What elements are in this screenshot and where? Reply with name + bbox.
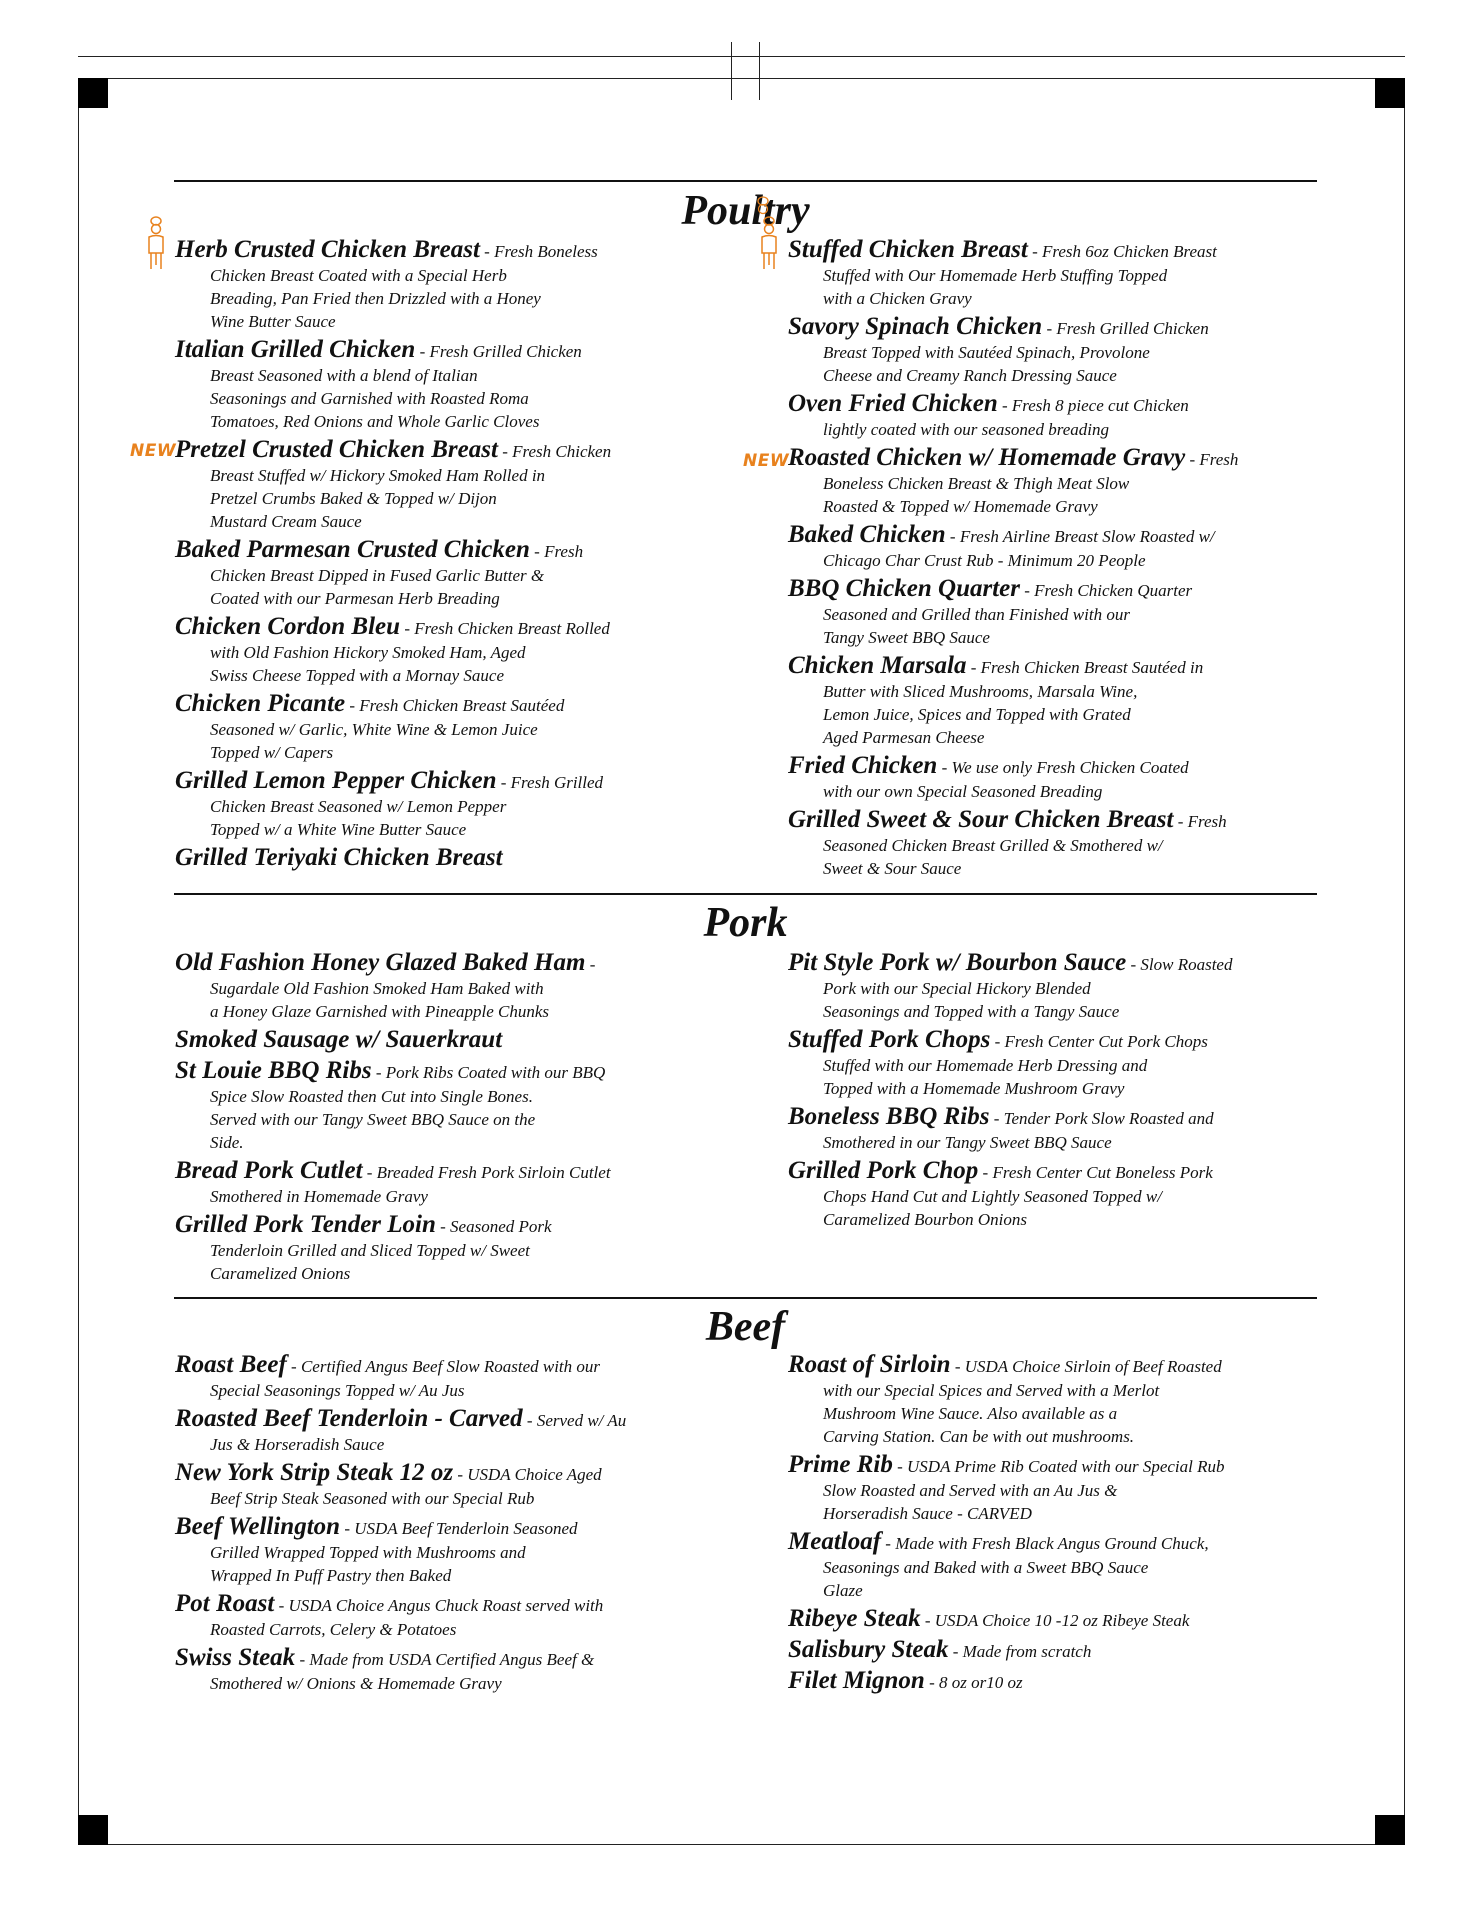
menu-item-name: Swiss Steak (175, 1644, 296, 1671)
menu-item (788, 1530, 1308, 1602)
menu-item-name: Beef Wellington (175, 1513, 341, 1540)
top-rule (78, 56, 1405, 57)
section-rule (174, 1297, 1317, 1299)
menu-item (175, 1159, 695, 1208)
menu-item-description-line: Butter with Sliced Mushrooms, Marsala Wine, (823, 682, 1138, 701)
menu-item-name: Pit Style Pork w/ Bourbon Sauce (788, 949, 1127, 976)
menu-item-heading (788, 1530, 1308, 1556)
menu-item-heading (175, 238, 695, 264)
menu-item-name: Smoked Sausage w/ Sauerkraut (175, 1026, 503, 1053)
menu-item-description: - We use only Fresh Chicken Coated (937, 758, 1189, 777)
menu-item-name: Herb Crusted Chicken Breast (175, 236, 480, 263)
menu-item-description-line: Topped w/ Capers (210, 743, 334, 762)
menu-item-description: - USDA Choice Sirloin of Beef Roasted (950, 1357, 1222, 1376)
menu-item (175, 1461, 695, 1510)
pork-right-column (788, 951, 1308, 1236)
menu-item-description-line: Chicken Breast Seasoned w/ Lemon Pepper (210, 797, 507, 816)
menu-item-name: Roast of Sirloin (788, 1351, 951, 1378)
menu-item-description-line: Chicken Breast Dipped in Fused Garlic Butter & (210, 566, 545, 585)
menu-item-description-line: Cheese and Creamy Ranch Dressing Sauce (823, 366, 1117, 385)
menu-item-heading (788, 446, 1308, 472)
menu-item-description: - Fresh (1185, 450, 1239, 469)
menu-item-description: - Fresh Chicken (497, 442, 612, 461)
menu-item-description: - Fresh Chicken Breast Rolled (400, 619, 610, 638)
section-rule (174, 180, 1317, 182)
corner-mark (1375, 1815, 1405, 1845)
menu-item-name: Salisbury Steak (788, 1636, 949, 1663)
menu-item (788, 1159, 1308, 1231)
menu-item-name: Pretzel Crusted Chicken Breast (175, 436, 498, 463)
menu-item-heading (175, 1028, 695, 1054)
menu-item-description: - Certified Angus Beef Slow Roasted with our (286, 1357, 601, 1376)
menu-item-description-line: Grilled Wrapped Topped with Mushrooms and (210, 1543, 526, 1562)
menu-item (788, 577, 1308, 649)
menu-item (788, 1105, 1308, 1154)
section-title-poultry: Poultry (681, 188, 810, 234)
menu-item-heading (788, 1453, 1308, 1479)
menu-item (175, 769, 695, 841)
menu-item-description: - USDA Prime Rib Coated with our Special Rub (892, 1457, 1225, 1476)
menu-item-description-line: Pork with our Special Hickory Blended (823, 979, 1091, 998)
menu-item (175, 1592, 695, 1641)
menu-item-name: Ribeye Steak (788, 1605, 921, 1632)
menu-item-description-line: Caramelized Onions (210, 1264, 351, 1283)
menu-item (788, 1028, 1308, 1100)
menu-item-description: - Fresh Airline Breast Slow Roasted w/ (945, 527, 1215, 546)
menu-item-description: - Fresh Chicken Breast Sautéed in (966, 658, 1204, 677)
menu-item-heading (175, 615, 695, 641)
menu-item-description: - Fresh 8 piece cut Chicken (997, 396, 1189, 415)
menu-item-description-line: Chops Hand Cut and Lightly Seasoned Topped w/ (823, 1187, 1162, 1206)
menu-item (175, 615, 695, 687)
menu-item (175, 1028, 695, 1054)
menu-item (788, 1607, 1308, 1633)
menu-item-description: - Breaded Fresh Pork Sirloin Cutlet (362, 1163, 611, 1182)
menu-item-description: - Fresh Grilled Chicken (415, 342, 582, 361)
menu-item-name: Meatloaf (788, 1528, 882, 1555)
menu-item (175, 238, 695, 333)
menu-item-description: - Seasoned Pork (435, 1217, 552, 1236)
menu-item-name: Roasted Chicken w/ Homemade Gravy (788, 444, 1186, 471)
poultry-right-column (788, 238, 1308, 885)
beef-right-column (788, 1353, 1308, 1700)
menu-item (788, 392, 1308, 441)
menu-item (175, 692, 695, 764)
menu-item-heading (788, 523, 1308, 549)
menu-item (788, 951, 1308, 1023)
menu-item-name: Grilled Teriyaki Chicken Breast (175, 844, 503, 871)
menu-item-name: Filet Mignon (788, 1667, 925, 1694)
menu-item (175, 1646, 695, 1695)
menu-item-name: Old Fashion Honey Glazed Baked Ham (175, 949, 586, 976)
section-rule (174, 893, 1317, 895)
menu-item-description: - Tender Pork Slow Roasted and (989, 1109, 1214, 1128)
corner-mark (1375, 78, 1405, 108)
menu-item-description: - Fresh (529, 542, 584, 561)
menu-item-description-line: with our own Special Seasoned Breading (823, 782, 1103, 801)
menu-item-description: - Slow Roasted (1126, 955, 1233, 974)
pork-left-column (175, 951, 695, 1290)
new-badge-icon: NEW (743, 451, 790, 471)
corner-mark (78, 78, 108, 108)
menu-item-heading (175, 846, 695, 872)
menu-item-description-line: Seasonings and Topped with a Tangy Sauce (823, 1002, 1120, 1021)
menu-item-name: Roasted Beef Tenderloin - Carved (175, 1405, 523, 1432)
menu-item (175, 538, 695, 610)
menu-item-heading (175, 1592, 695, 1618)
menu-item (175, 438, 695, 533)
menu-item-description: - Fresh Center Cut Pork Chops (990, 1032, 1208, 1051)
menu-item-description-line: a Honey Glaze Garnished with Pineapple Chunks (210, 1002, 550, 1021)
menu-item-description-line: Served with our Tangy Sweet BBQ Sauce on the (210, 1110, 536, 1129)
menu-item-description-line: Seasoned and Grilled than Finished with our (823, 605, 1130, 624)
menu-item-heading (175, 951, 695, 977)
poultry-left-column (175, 238, 695, 877)
menu-item-description-line: Horseradish Sauce - CARVED (823, 1504, 1032, 1523)
section-title-beef: Beef (705, 1304, 786, 1350)
menu-item-description-line: Coated with our Parmesan Herb Breading (210, 589, 500, 608)
menu-item (788, 1638, 1308, 1664)
menu-item-description-line: Swiss Cheese Topped with a Mornay Sauce (210, 666, 505, 685)
menu-item-heading (175, 1353, 695, 1379)
menu-item-description-line: Seasonings and Baked with a Sweet BBQ Sauce (823, 1558, 1149, 1577)
menu-item-name: Pot Roast (175, 1590, 275, 1617)
menu-item-description-line: Side. (210, 1133, 244, 1152)
menu-item-description: - Fresh Center Cut Boneless Pork (978, 1163, 1213, 1182)
menu-item-heading (788, 808, 1308, 834)
menu-item-description: - USDA Beef Tenderloin Seasoned (340, 1519, 578, 1538)
menu-item (175, 846, 695, 872)
menu-item-description-line: Jus & Horseradish Sauce (210, 1435, 385, 1454)
menu-item-description-line: Mushroom Wine Sauce. Also available as a (823, 1404, 1118, 1423)
new-badge-icon: NEW (130, 441, 177, 461)
menu-item-name: Oven Fried Chicken (788, 390, 998, 417)
menu-item-heading (788, 1105, 1308, 1131)
menu-item-description-line: Wrapped In Puff Pastry then Baked (210, 1566, 452, 1585)
menu-item-name: Grilled Sweet & Sour Chicken Breast (788, 806, 1174, 833)
menu-item-description: - Fresh Boneless (479, 242, 598, 261)
menu-item-description-line: Chicken Breast Coated with a Special Herb (210, 266, 507, 285)
menu-item-description-line: Stuffed with Our Homemade Herb Stuffing Topped (823, 266, 1168, 285)
chef-icon (750, 195, 776, 251)
menu-item-heading (175, 338, 695, 364)
menu-item-heading (788, 654, 1308, 680)
menu-item-name: Savory Spinach Chicken (788, 313, 1043, 340)
menu-item-description: - USDA Choice Aged (453, 1465, 602, 1484)
menu-item-description-line: Roasted & Topped w/ Homemade Gravy (823, 497, 1098, 516)
menu-item-description-line: Aged Parmesan Cheese (823, 728, 985, 747)
menu-item-description-line: Seasoned Chicken Breast Grilled & Smothered w/ (823, 836, 1163, 855)
menu-item-description-line: with a Chicken Gravy (823, 289, 972, 308)
menu-item-name: Stuffed Pork Chops (788, 1026, 991, 1053)
menu-item-description-line: Breast Seasoned with a blend of Italian (210, 366, 478, 385)
menu-item-heading (788, 951, 1308, 977)
menu-item-name: New York Strip Steak 12 oz (175, 1459, 454, 1486)
menu-item-heading (175, 1059, 695, 1085)
menu-item-description-line: Pretzel Crumbs Baked & Topped w/ Dijon (210, 489, 497, 508)
menu-item-description: - Fresh Chicken Breast Sautéed (345, 696, 565, 715)
corner-mark (78, 1815, 108, 1845)
menu-item-description-line: Mustard Cream Sauce (210, 512, 362, 531)
menu-item-name: Baked Chicken (788, 521, 946, 548)
menu-item-description-line: lightly coated with our seasoned breading (823, 420, 1109, 439)
menu-item-heading (175, 538, 695, 564)
menu-item-heading (788, 1638, 1308, 1664)
menu-item-heading (788, 1607, 1308, 1633)
menu-item-description-line: Lemon Juice, Spices and Topped with Grated (823, 705, 1131, 724)
menu-item (788, 1453, 1308, 1525)
menu-item (788, 238, 1308, 310)
menu-item-description-line: Chicago Char Crust Rub - Minimum 20 People (823, 551, 1146, 570)
menu-item-name: Stuffed Chicken Breast (788, 236, 1028, 263)
menu-item-description-line: Tenderloin Grilled and Sliced Topped w/ Sweet (210, 1241, 530, 1260)
menu-item-heading (175, 1213, 695, 1239)
menu-item-description-line: Sugardale Old Fashion Smoked Ham Baked with (210, 979, 544, 998)
menu-item-description-line: Boneless Chicken Breast & Thigh Meat Slow (823, 474, 1130, 493)
menu-item-description: - Fresh 6oz Chicken Breast (1027, 242, 1217, 261)
menu-item-name: St Louie BBQ Ribs (175, 1057, 372, 1084)
menu-item-heading (175, 1407, 695, 1433)
menu-item-description: - Served w/ Au (522, 1411, 627, 1430)
menu-item-description-line: Spice Slow Roasted then Cut into Single Bones. (210, 1087, 533, 1106)
menu-item-heading (788, 315, 1308, 341)
menu-item-description-line: with Old Fashion Hickory Smoked Ham, Aged (210, 643, 526, 662)
menu-item-description: - Fresh (1173, 812, 1227, 831)
menu-item-heading (788, 1159, 1308, 1185)
menu-item-name: Italian Grilled Chicken (175, 336, 416, 363)
menu-item-name: Grilled Pork Tender Loin (175, 1211, 436, 1238)
menu-item-description-line: Smothered in Homemade Gravy (210, 1187, 428, 1206)
menu-item-description-line: Roasted Carrots, Celery & Potatoes (210, 1620, 457, 1639)
menu-item (788, 1353, 1308, 1448)
menu-item-description-line: Glaze (823, 1581, 863, 1600)
menu-item-description-line: Topped w/ a White Wine Butter Sauce (210, 820, 467, 839)
menu-item-heading (788, 754, 1308, 780)
menu-item-heading (175, 1646, 695, 1672)
menu-item (788, 1669, 1308, 1695)
menu-item-heading (788, 1353, 1308, 1379)
menu-item-heading (175, 692, 695, 718)
menu-item-description-line: Breading, Pan Fried then Drizzled with a Honey (210, 289, 541, 308)
menu-item-description-line: Breast Topped with Sautéed Spinach, Provolone (823, 343, 1150, 362)
menu-item-description: - Made from scratch (948, 1642, 1092, 1661)
menu-item (788, 808, 1308, 880)
menu-item-description-line: Wine Butter Sauce (210, 312, 336, 331)
menu-item (788, 754, 1308, 803)
menu-item-name: Grilled Lemon Pepper Chicken (175, 767, 497, 794)
menu-item-name: Baked Parmesan Crusted Chicken (175, 536, 530, 563)
menu-item-description-line: Beef Strip Steak Seasoned with our Special Rub (210, 1489, 535, 1508)
menu-item-name: Bread Pork Cutlet (175, 1157, 363, 1184)
menu-item-description-line: Breast Stuffed w/ Hickory Smoked Ham Rolled in (210, 466, 546, 485)
menu-item (175, 338, 695, 433)
menu-item-name: Boneless BBQ Ribs (788, 1103, 990, 1130)
menu-item-description-line: Caramelized Bourbon Onions (823, 1210, 1027, 1229)
menu-item-name: Chicken Picante (175, 690, 346, 717)
menu-item-description-line: Smothered in our Tangy Sweet BBQ Sauce (823, 1133, 1112, 1152)
menu-item-description: - Made with Fresh Black Angus Ground Chuck, (881, 1534, 1209, 1553)
menu-item-heading (175, 438, 695, 464)
menu-item (788, 315, 1308, 387)
menu-item-description: - (585, 955, 596, 974)
menu-item-heading (175, 1461, 695, 1487)
menu-item-heading (175, 1515, 695, 1541)
menu-item-name: BBQ Chicken Quarter (788, 575, 1020, 602)
menu-item-heading (175, 769, 695, 795)
menu-item-heading (788, 1669, 1308, 1695)
menu-item (175, 1059, 695, 1154)
menu-item-description-line: with our Special Spices and Served with a Merlot (823, 1381, 1160, 1400)
menu-item-description-line: Special Seasonings Topped w/ Au Jus (210, 1381, 465, 1400)
menu-item-description: - USDA Choice Angus Chuck Roast served with (274, 1596, 604, 1615)
menu-item (175, 1515, 695, 1587)
menu-item (788, 654, 1308, 749)
chef-icon (143, 215, 169, 271)
menu-item-description-line: Topped with a Homemade Mushroom Gravy (823, 1079, 1125, 1098)
menu-item (175, 1213, 695, 1285)
menu-item (175, 1353, 695, 1402)
menu-item-description: - Fresh Chicken Quarter (1019, 581, 1193, 600)
menu-item-name: Roast Beef (175, 1351, 287, 1378)
menu-item-name: Grilled Pork Chop (788, 1157, 979, 1184)
menu-item (175, 951, 695, 1023)
section-title-pork: Pork (703, 900, 788, 946)
menu-item-heading (788, 392, 1308, 418)
menu-item-description-line: Seasonings and Garnished with Roasted Roma (210, 389, 529, 408)
menu-item-heading (788, 577, 1308, 603)
menu-item-description: - 8 oz or10 oz (924, 1673, 1023, 1692)
menu-item-heading (788, 1028, 1308, 1054)
menu-item-description-line: Tangy Sweet BBQ Sauce (823, 628, 990, 647)
menu-item (788, 446, 1308, 518)
menu-item-description-line: Stuffed with our Homemade Herb Dressing and (823, 1056, 1148, 1075)
menu-item-description-line: Carving Station. Can be with out mushrooms. (823, 1427, 1135, 1446)
menu-item-name: Fried Chicken (788, 752, 938, 779)
menu-item-name: Prime Rib (788, 1451, 893, 1478)
menu-item-heading (788, 238, 1308, 264)
menu-item-description-line: Sweet & Sour Sauce (823, 859, 962, 878)
menu-item (175, 1407, 695, 1456)
menu-item-description-line: Tomatoes, Red Onions and Whole Garlic Cloves (210, 412, 540, 431)
menu-item-description: - Fresh Grilled Chicken (1042, 319, 1209, 338)
menu-item-description: - USDA Choice 10 -12 oz Ribeye Steak (920, 1611, 1190, 1630)
menu-item-description: - Made from USDA Certified Angus Beef & (295, 1650, 595, 1669)
menu-item-heading (175, 1159, 695, 1185)
menu-item-description-line: Seasoned w/ Garlic, White Wine & Lemon Juice (210, 720, 538, 739)
menu-item-description-line: Slow Roasted and Served with an Au Jus & (823, 1481, 1118, 1500)
menu-item (788, 523, 1308, 572)
menu-item-description: - Fresh Grilled (496, 773, 604, 792)
menu-item-description-line: Smothered w/ Onions & Homemade Gravy (210, 1674, 502, 1693)
menu-item-name: Chicken Cordon Bleu (175, 613, 401, 640)
menu-item-name: Chicken Marsala (788, 652, 967, 679)
menu-item-description: - Pork Ribs Coated with our BBQ (371, 1063, 606, 1082)
beef-left-column (175, 1353, 695, 1700)
